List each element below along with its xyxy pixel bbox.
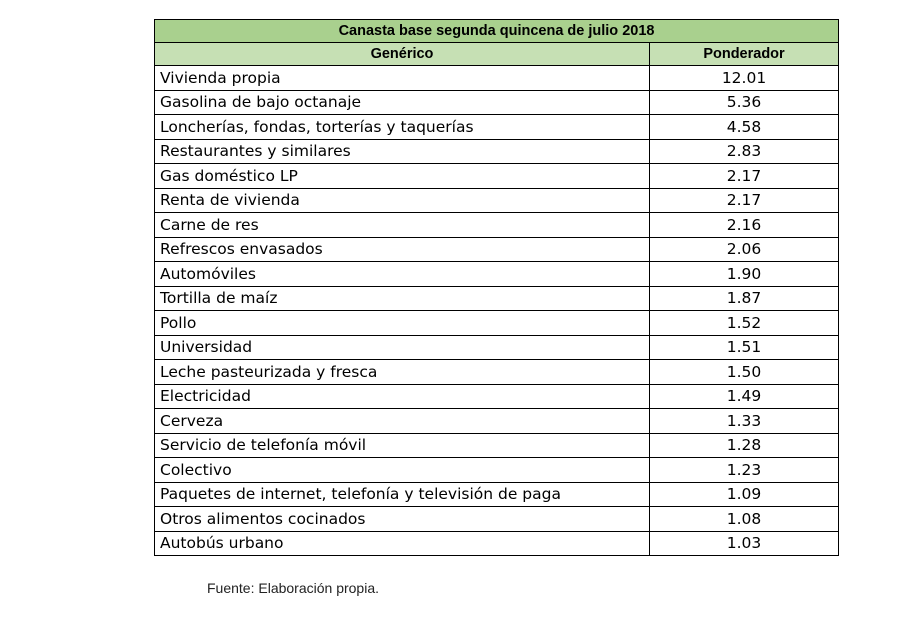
row-generic-name: Paquetes de internet, telefonía y televisión de paga [155,482,650,507]
row-generic-name: Cerveza [155,409,650,434]
row-weight-value: 1.08 [650,507,839,532]
row-generic-name: Restaurantes y similares [155,139,650,164]
row-weight-value: 1.50 [650,360,839,385]
row-weight-value: 1.23 [650,458,839,483]
row-generic-name: Gasolina de bajo octanaje [155,90,650,115]
row-weight-value: 1.51 [650,335,839,360]
row-weight-value: 2.17 [650,188,839,213]
table-row [155,433,839,458]
row-weight-value: 1.90 [650,262,839,287]
row-weight-value: 2.06 [650,237,839,262]
row-generic-name: Refrescos envasados [155,237,650,262]
row-weight-value: 1.09 [650,482,839,507]
table-row [155,507,839,532]
table-row [155,531,839,556]
row-weight-value: 1.28 [650,433,839,458]
table-row [155,164,839,189]
table-row [155,262,839,287]
table-row [155,286,839,311]
row-weight-value: 1.52 [650,311,839,336]
row-weight-value: 2.83 [650,139,839,164]
row-weight-value: 5.36 [650,90,839,115]
row-weight-value: 4.58 [650,115,839,140]
row-weight-value: 1.33 [650,409,839,434]
source-note: Fuente: Elaboración propia. [207,580,379,596]
table-row [155,482,839,507]
basket-table [154,19,839,556]
table-row [155,360,839,385]
row-generic-name: Servicio de telefonía móvil [155,433,650,458]
row-weight-value: 2.16 [650,213,839,238]
table-row [155,311,839,336]
table-row [155,115,839,140]
row-generic-name: Pollo [155,311,650,336]
column-header-weight: Ponderador [650,43,839,66]
table-row [155,213,839,238]
table-row [155,139,839,164]
table-row [155,384,839,409]
row-generic-name: Colectivo [155,458,650,483]
row-generic-name: Electricidad [155,384,650,409]
row-generic-name: Gas doméstico LP [155,164,650,189]
row-weight-value: 1.87 [650,286,839,311]
column-header-generic: Genérico [155,43,650,66]
row-generic-name: Leche pasteurizada y fresca [155,360,650,385]
row-generic-name: Automóviles [155,262,650,287]
row-generic-name: Renta de vivienda [155,188,650,213]
row-weight-value: 1.49 [650,384,839,409]
table-row [155,188,839,213]
row-weight-value: 2.17 [650,164,839,189]
table-row [155,237,839,262]
table-row [155,335,839,360]
table-row [155,458,839,483]
row-generic-name: Carne de res [155,213,650,238]
table-title: Canasta base segunda quincena de julio 2018 [155,20,839,43]
table-row [155,409,839,434]
row-generic-name: Autobús urbano [155,531,650,556]
title-row [155,20,839,43]
row-generic-name: Otros alimentos cocinados [155,507,650,532]
row-generic-name: Loncherías, fondas, torterías y taquerías [155,115,650,140]
table-row [155,90,839,115]
header-row [155,43,839,66]
row-generic-name: Tortilla de maíz [155,286,650,311]
row-weight-value: 1.03 [650,531,839,556]
row-weight-value: 12.01 [650,66,839,91]
row-generic-name: Vivienda propia [155,66,650,91]
row-generic-name: Universidad [155,335,650,360]
table-row [155,66,839,91]
